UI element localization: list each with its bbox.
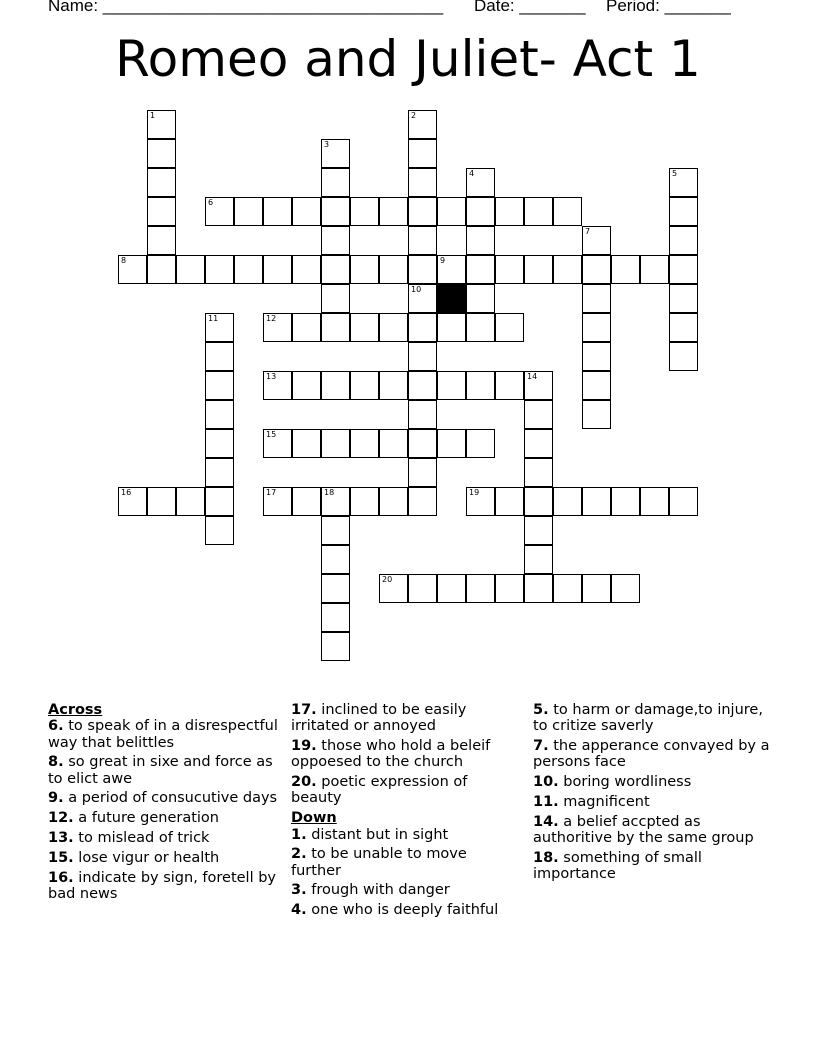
crossword-cell[interactable] [263,197,292,226]
crossword-cell[interactable] [408,371,437,400]
crossword-cell[interactable] [350,313,379,342]
crossword-cell[interactable] [321,255,350,284]
crossword-cell[interactable] [205,400,234,429]
across-clue: 15. lose vigur or health [48,849,220,866]
down-clue: 4. one who is deeply faithful [291,902,499,919]
crossword-cell[interactable] [321,284,350,313]
crossword-cell[interactable] [350,255,379,284]
crossword-cell[interactable] [582,313,611,342]
crossword-cell[interactable] [466,313,495,342]
crossword-cell[interactable] [263,429,292,458]
clue-number: 20 [382,575,393,584]
crossword-cell[interactable] [205,313,234,342]
crossword-cell[interactable] [321,574,350,603]
crossword-cell[interactable] [582,226,611,255]
crossword-cell[interactable] [524,197,553,226]
crossword-cell[interactable] [408,255,437,284]
crossword-cell[interactable] [379,429,408,458]
crossword-cell[interactable] [147,139,176,168]
crossword-cell[interactable] [524,574,553,603]
crossword-cell[interactable] [408,400,437,429]
crossword-cell[interactable] [524,400,553,429]
crossword-cell[interactable] [466,371,495,400]
crossword-cell[interactable] [263,371,292,400]
crossword-cell[interactable] [205,516,234,545]
crossword-cell[interactable] [466,168,495,197]
crossword-cell[interactable] [640,487,669,516]
crossword-cell[interactable] [408,429,437,458]
crossword-cell[interactable] [292,255,321,284]
clue-number: 12 [266,314,277,323]
crossword-cell[interactable] [263,255,292,284]
clue-number: 7 [585,227,591,236]
crossword-cell[interactable] [321,168,350,197]
crossword-cell[interactable] [437,574,466,603]
crossword-cell[interactable] [118,255,147,284]
down-clue: 2. to be unable to move further [291,846,467,879]
crossword-cell[interactable] [147,110,176,139]
clue-number: 19 [469,488,480,497]
crossword-cell[interactable] [408,139,437,168]
down-clue: 11. magnificent [533,793,650,810]
crossword-cell[interactable] [205,371,234,400]
down-clue: 18. something of small importance [533,849,702,883]
crossword-cell[interactable] [553,255,582,284]
down-clue: 10. boring wordliness [533,774,692,791]
clue-number: 8 [121,256,127,265]
crossword-cell[interactable] [524,371,553,400]
crossword-cell[interactable] [350,487,379,516]
crossword-cell[interactable] [524,487,553,516]
crossword-cell[interactable] [495,371,524,400]
crossword-cell[interactable] [466,284,495,313]
clue-number: 3 [324,140,330,149]
clue-number: 2 [411,111,417,120]
crossword-cell[interactable] [263,487,292,516]
across-clue: 16. indicate by sign, foretell by bad news [48,869,277,902]
across-heading: Across [48,702,103,718]
clue-number: 9 [440,256,446,265]
crossword-cell[interactable] [669,255,698,284]
page-title: Romeo and Juliet- Act 1 [115,30,701,88]
crossword-cell[interactable] [640,255,669,284]
crossword-cell[interactable] [408,226,437,255]
clue-number: 17 [266,488,277,497]
crossword-cell[interactable] [582,371,611,400]
crossword-cell[interactable] [321,632,350,661]
clue-number: 14 [527,372,538,381]
black-square [437,284,466,313]
crossword-cell[interactable] [147,487,176,516]
crossword-cell[interactable] [495,313,524,342]
crossword-cell[interactable] [350,371,379,400]
across-clue: 19. those who hold a beleif oppoesed to the church [291,738,491,771]
crossword-cell[interactable] [350,197,379,226]
crossword-cell[interactable] [379,574,408,603]
crossword-cell[interactable] [234,197,263,226]
crossword-cell[interactable] [669,284,698,313]
across-clue: 6. to speak of in a disrespectful way that belittles [48,718,278,751]
across-clue: 12. a future generation [48,810,219,827]
crossword-cell[interactable] [321,487,350,516]
crossword-cell[interactable] [669,342,698,371]
crossword-cell[interactable] [379,371,408,400]
crossword-cell[interactable] [408,168,437,197]
crossword-cell[interactable] [147,168,176,197]
crossword-cell[interactable] [553,197,582,226]
crossword-cell[interactable] [292,429,321,458]
crossword-cell[interactable] [321,516,350,545]
crossword-cell[interactable] [611,487,640,516]
crossword-cell[interactable] [176,255,205,284]
crossword-cell[interactable] [524,545,553,574]
crossword-cell[interactable] [437,313,466,342]
crossword-cell[interactable] [582,284,611,313]
crossword-cell[interactable] [437,197,466,226]
crossword-cell[interactable] [553,487,582,516]
across-clue: 9. a period of consucutive days [48,790,278,807]
clue-number: 15 [266,430,277,439]
crossword-cell[interactable] [292,313,321,342]
crossword-cell[interactable] [321,603,350,632]
clues-column-2 [291,702,521,922]
crossword-cell[interactable] [379,487,408,516]
crossword-cell[interactable] [205,342,234,371]
crossword-cell[interactable] [524,458,553,487]
clue-number: 5 [672,169,678,178]
crossword-cell[interactable] [350,429,379,458]
crossword-cell[interactable] [321,371,350,400]
crossword-cell[interactable] [321,429,350,458]
crossword-cell[interactable] [582,487,611,516]
crossword-cell[interactable] [321,197,350,226]
crossword-cell[interactable] [205,197,234,226]
crossword-cell[interactable] [379,313,408,342]
crossword-cell[interactable] [205,255,234,284]
clue-number: 18 [324,488,335,497]
crossword-cell[interactable] [466,226,495,255]
crossword-cell[interactable] [408,197,437,226]
crossword-cell[interactable] [466,574,495,603]
crossword-cell[interactable] [669,197,698,226]
crossword-cell[interactable] [118,487,147,516]
date-field[interactable]: Date: _______ [474,0,586,15]
clue-number: 13 [266,372,277,381]
clue-number: 1 [150,111,156,120]
crossword-cell[interactable] [408,110,437,139]
crossword-cell[interactable] [524,516,553,545]
crossword-cell[interactable] [205,429,234,458]
crossword-cell[interactable] [437,255,466,284]
crossword-cell[interactable] [495,487,524,516]
down-clue: 5. to harm or damage,to injure, to critize saverly [533,702,763,735]
crossword-cell[interactable] [466,429,495,458]
crossword-cell[interactable] [611,574,640,603]
down-clue: 1. distant but in sight [291,826,449,843]
name-field[interactable]: Name: ____________________________________ [48,0,444,15]
crossword-cell[interactable] [582,342,611,371]
crossword-cell[interactable] [408,458,437,487]
crossword-cell[interactable] [669,168,698,197]
across-clue: 8. so great in sixe and force as to elict awe [48,754,273,787]
crossword-cell[interactable] [234,255,263,284]
crossword-cell[interactable] [524,255,553,284]
crossword-cell[interactable] [408,487,437,516]
clue-number: 16 [121,488,132,497]
crossword-cell[interactable] [292,487,321,516]
across-clue: 17. inclined to be easily irritated or annoyed [291,702,467,735]
crossword-cell[interactable] [176,487,205,516]
crossword-cell[interactable] [669,313,698,342]
down-clue: 14. a belief accpted as authoritive by the same group [533,813,754,847]
across-clue: 13. to mislead of trick [48,830,210,847]
crossword-cell[interactable] [437,371,466,400]
clue-number: 6 [208,198,214,207]
down-heading: Down [291,810,337,827]
crossword-cell[interactable] [147,226,176,255]
crossword-cell[interactable] [321,313,350,342]
crossword-cell[interactable] [147,197,176,226]
crossword-cell[interactable] [466,197,495,226]
crossword-cell[interactable] [408,284,437,313]
crossword-cell[interactable] [437,429,466,458]
down-clue: 3. frough with danger [291,882,450,899]
clues-column-1 [48,702,280,906]
crossword-cell[interactable] [495,197,524,226]
down-clue: 7. the apperance convayed by a persons face [533,738,770,771]
crossword-cell[interactable] [379,255,408,284]
crossword-cell[interactable] [582,255,611,284]
crossword-cell[interactable] [553,574,582,603]
crossword-cell[interactable] [205,487,234,516]
crossword-cell[interactable] [466,255,495,284]
clues-column-3 [533,702,773,886]
clue-number: 4 [469,169,475,178]
crossword-cell[interactable] [379,197,408,226]
crossword-cell[interactable] [321,226,350,255]
clue-number: 11 [208,314,219,323]
crossword-cell[interactable] [408,342,437,371]
crossword-cell[interactable] [292,197,321,226]
crossword-cell[interactable] [263,313,292,342]
crossword-cell[interactable] [466,487,495,516]
crossword-cell[interactable] [147,255,176,284]
crossword-cell[interactable] [669,487,698,516]
crossword-cell[interactable] [292,371,321,400]
crossword-cell[interactable] [582,400,611,429]
crossword-cell[interactable] [611,255,640,284]
crossword-cell[interactable] [321,139,350,168]
crossword-cell[interactable] [582,574,611,603]
crossword-cell[interactable] [669,226,698,255]
period-field[interactable]: Period: _______ [606,0,731,15]
clue-number: 10 [411,285,422,294]
crossword-cell[interactable] [205,458,234,487]
crossword-cell[interactable] [495,574,524,603]
crossword-cell[interactable] [321,545,350,574]
crossword-cell[interactable] [524,429,553,458]
crossword-cell[interactable] [408,313,437,342]
crossword-cell[interactable] [408,574,437,603]
across-clue: 20. poetic expression of beauty [291,774,468,807]
crossword-cell[interactable] [495,255,524,284]
